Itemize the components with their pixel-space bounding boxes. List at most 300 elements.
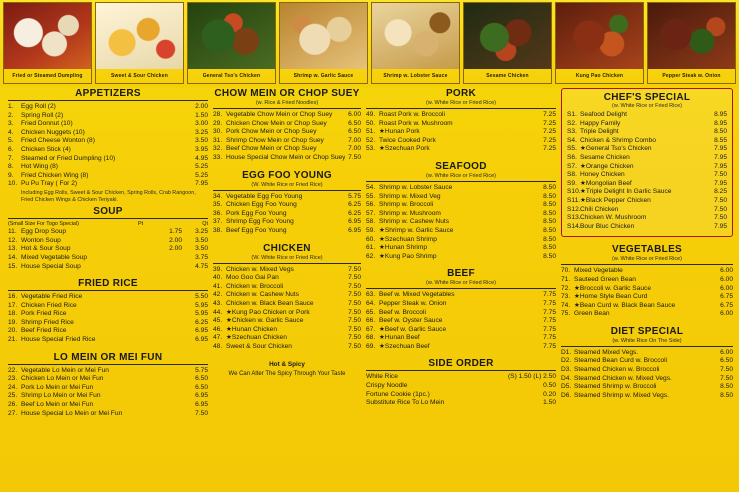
item-price: 6.50 [348,119,361,127]
menu-body [0,88,739,492]
item-name: Shrimp w. Mushroom [379,209,441,217]
item-price: 3.50 [195,137,208,145]
item-number: S7. [567,162,577,170]
section-title: VEGETABLES [611,244,683,256]
menu-item[interactable] [8,129,208,138]
section-seafood [366,161,556,261]
menu-item[interactable] [8,293,208,302]
menu-item[interactable] [366,326,556,335]
item-price: 7.95 [195,180,208,188]
section-lo-mein [8,352,208,419]
item-number: 4. [8,128,14,136]
item-price: 2.00 [195,103,208,110]
menu-item[interactable] [8,237,208,246]
section-fried-rice [8,278,208,345]
photo-caption: Pepper Steak w. Onion [662,73,721,79]
item-price: 7.95 [714,222,727,230]
shrimp-garlic-image [280,3,367,69]
item-price: 8.50 [543,244,556,252]
item-price-quart: 3.50 [195,245,208,253]
section-chef-special [561,88,733,237]
menu-item[interactable] [567,171,727,180]
menu-item[interactable] [567,137,727,146]
item-price: 7.25 [543,128,556,136]
appetizer-note: Including Egg Rolls, Sweet & Sour Chicken, Spring Rolls, Crab Rangoon, Fried Chicken Wings & Chicken Teriyaki. [21,189,196,203]
item-price: 4.95 [195,154,208,162]
item-price: 5.25 [195,163,208,171]
item-number: 56. [366,201,376,209]
item-number: 29. [213,119,223,127]
menu-item[interactable] [561,310,733,319]
item-number: 11. [8,228,17,236]
spacer [8,271,208,278]
item-price: 7.75 [543,299,556,307]
item-price: 7.50 [720,374,733,382]
item-price: 6.95 [348,218,361,226]
item-price: 7.25 [543,111,556,118]
menu-item[interactable] [567,163,727,172]
hot-spicy-sub: We Can Alter The Spicy Through Your Taste [228,370,346,377]
item-price: 6.25 [195,318,208,326]
menu-item[interactable] [366,218,556,227]
menu-item[interactable] [366,210,556,219]
item-number: 13. [8,245,18,253]
menu-item[interactable] [366,244,556,253]
menu-item[interactable] [8,103,208,112]
item-name: ★Szechuan Chicken [226,334,287,342]
sweet-sour-chicken-image [96,3,183,69]
menu-item[interactable] [567,145,727,154]
item-name: ★Bean Curd w. Black Bean Sauce [574,301,676,309]
photo-shrimp-garlic [279,2,368,84]
menu-item[interactable] [561,276,733,285]
menu-item[interactable] [213,128,361,137]
item-number: D3. [561,366,572,374]
item-price: 8.55 [714,136,727,144]
menu-item[interactable] [213,193,361,202]
section-appetizers [8,88,208,203]
item-name: ★Broccoli w. Garlic Sauce [574,284,652,292]
item-name: House Special Lo Mein or Mei Fun [21,409,123,417]
item-name: Beef Lo Mein or Mei Fun [21,401,94,409]
item-name: Shrimp w. Lobster Sauce [379,183,453,191]
item-name: ★Kung Pao Shrimp [379,252,437,260]
menu-item[interactable] [366,334,556,343]
menu-item[interactable] [213,145,361,154]
item-price: 6.00 [720,310,733,318]
soup-list [8,228,208,271]
menu-item[interactable] [213,274,361,283]
item-name: Beef Egg Foo Young [226,226,287,234]
item-price: 6.00 [348,111,361,118]
item-number: 36. [213,209,223,217]
menu-item[interactable] [213,137,361,146]
section-title: FRIED RICE [78,278,138,290]
section-title: APPETIZERS [75,88,141,99]
menu-item[interactable] [213,334,361,343]
menu-item[interactable] [8,367,208,376]
item-name: ★Hunan Pork [379,128,420,136]
menu-item[interactable] [567,214,727,223]
item-number: 58. [366,218,376,226]
item-name: Steamed Mixed Vegs. [574,348,639,356]
item-name: Vegetable Egg Foo Young [226,192,303,200]
item-name: Hot Wing (8) [21,163,59,171]
item-name: Steamed or Fried Dumpling (10) [21,154,116,162]
item-price: 6.95 [195,401,208,409]
item-price: 7.50 [348,317,361,325]
item-name: Spring Roll (2) [21,111,64,119]
menu-item[interactable] [366,120,556,129]
item-name: Shrimp Fried Rice [21,318,74,326]
menu-item[interactable] [366,399,556,408]
item-number: 9. [8,171,14,179]
item-name: Pork Fried Rice [21,310,67,318]
item-number: 47. [213,334,223,342]
item-name: Fried Donnut (10) [21,120,73,128]
item-price: 6.25 [348,201,361,209]
spacer [366,261,556,268]
item-name: ★Kung Pao Chicken or Pork [226,308,310,316]
item-number: 35. [213,201,223,209]
item-number: 60. [366,235,376,243]
item-number: 28. [213,111,223,118]
menu-column-1 [8,88,208,418]
item-number: S5. [567,145,577,153]
menu-item[interactable] [213,343,361,352]
item-number: 68. [366,334,376,342]
menu-item[interactable] [561,366,733,375]
item-name: Steamed Shrimp w. Broccoli [574,383,657,391]
item-number: 5. [8,137,14,145]
item-price: 6.95 [195,392,208,400]
menu-item[interactable] [561,392,733,401]
section-chicken [213,243,361,352]
menu-item[interactable] [567,197,727,206]
menu-item[interactable] [8,172,208,181]
menu-item[interactable] [8,112,208,121]
item-price: 8.50 [543,201,556,209]
chef-special-list [567,111,727,231]
menu-item[interactable] [8,120,208,129]
item-price: 5.95 [195,301,208,309]
item-price: 7.50 [348,282,361,290]
menu-item[interactable] [567,223,727,232]
menu-item[interactable] [366,236,556,245]
item-name: Fried Chicken Wing (8) [21,171,89,179]
menu-item[interactable] [213,227,361,236]
item-number: 7. [8,154,14,162]
item-price: 7.50 [714,196,727,204]
item-number: 32. [213,145,223,153]
item-name: Vegetable Fried Rice [21,293,83,301]
section-soup [8,206,208,271]
menu-item[interactable] [366,343,556,352]
menu-item[interactable] [366,317,556,326]
menu-item[interactable] [8,254,208,263]
menu-item[interactable] [213,309,361,318]
menu-item[interactable] [213,201,361,210]
menu-item[interactable] [8,180,208,189]
item-name: Pu Pu Tray ( For 2) [21,180,78,188]
menu-item[interactable] [8,263,208,272]
menu-item[interactable] [213,317,361,326]
item-name: Pork Egg Foo Young [226,209,287,217]
item-number: 2. [8,111,14,119]
menu-item[interactable] [567,128,727,137]
menu-item[interactable] [366,291,556,300]
item-name: ★Orange Chicken [580,162,634,170]
item-price: 8.95 [714,111,727,118]
menu-item[interactable] [561,383,733,392]
section-diet-special [561,326,733,401]
item-price: 5.95 [195,310,208,318]
sesame-chicken-image [464,3,551,69]
menu-item[interactable] [366,373,556,382]
menu-item[interactable] [561,267,733,276]
item-number: S14. [567,222,581,230]
divider [366,181,556,182]
section-title: PORK [445,88,477,99]
section-title: CHOW MEIN OR CHOP SUEY [214,88,360,99]
item-name: House Special Fried Rice [21,336,96,344]
menu-item[interactable] [567,154,727,163]
item-price: 6.95 [195,336,208,344]
item-name: Chicken Stick (4) [21,145,71,153]
item-price: 6.00 [720,275,733,283]
menu-item[interactable] [213,300,361,309]
item-price: 7.75 [543,342,556,350]
item-name: Shrimp w. Cashew Nuts [379,218,449,226]
item-price: 7.75 [543,308,556,316]
item-price-quart: 3.50 [195,236,208,244]
menu-item[interactable] [561,293,733,302]
spacer [366,154,556,161]
item-name: Shrimp Egg Foo Young [226,218,294,226]
item-name: Seafood Delight [580,111,627,118]
item-name: Chicken Egg Foo Young [226,201,297,209]
menu-item[interactable] [366,391,556,400]
item-number: 43. [213,299,223,307]
item-number: 65. [366,308,376,316]
item-number: 39. [213,265,223,273]
menu-item[interactable] [8,228,208,237]
menu-item[interactable] [8,410,208,419]
menu-item[interactable] [567,120,727,129]
item-price: 0.50 [543,382,556,390]
item-number: S2. [567,119,577,127]
item-number: 18. [8,310,18,318]
menu-item[interactable] [567,188,727,197]
item-number: 30. [213,128,223,136]
divider [561,264,733,265]
item-name: ★Hunan Beef [379,334,420,342]
spacer [8,345,208,352]
menu-item[interactable] [567,180,727,189]
menu-item[interactable] [213,210,361,219]
item-number: S6. [567,153,577,161]
item-number: 38. [213,226,223,234]
divider [213,108,361,109]
item-name: Honey Chicken [580,171,625,179]
item-number: 21. [8,336,18,344]
menu-item[interactable] [366,382,556,391]
item-name: Sweet & Sour Chicken [226,342,292,350]
item-name: White Rice [366,373,398,381]
menu-item[interactable] [567,111,727,120]
menu-item[interactable] [8,392,208,401]
item-price: 5.75 [195,366,208,374]
item-name: Chicken W. Mushroom [580,214,647,222]
section-title: LO MEIN OR MEI FUN [53,351,163,363]
menu-item[interactable] [366,193,556,202]
item-price: 7.50 [714,205,727,213]
item-price: 5.75 [348,192,361,200]
item-name: Chicken Lo Mein or Mei Fun [21,375,104,383]
item-number: 33. [213,153,223,161]
item-name: Sauteed Green Bean [574,275,636,283]
section-beef [366,268,556,351]
item-price: 7.50 [348,265,361,273]
section-egg-foo-young [213,170,361,236]
menu-item[interactable] [561,285,733,294]
item-name: Substitute Rice To Lo Mein [366,399,445,407]
item-name: ★Black Pepper Chicken [580,196,651,204]
menu-item[interactable] [366,128,556,137]
item-price: 7.75 [543,317,556,325]
item-number: 57. [366,209,376,217]
item-price: 7.25 [543,136,556,144]
item-name: ★Beef w. Garlic Sauce [379,325,447,333]
menu-item[interactable] [366,145,556,154]
photo-kung-pao [555,2,644,84]
item-price: 8.50 [543,235,556,243]
photo-caption: Fried or Steamed Dumpling [12,73,83,79]
menu-item[interactable] [213,283,361,292]
menu-item[interactable] [8,384,208,393]
menu-item[interactable] [213,291,361,300]
item-number: 26. [8,401,18,409]
item-name: Pepper Steak w. Onion [379,299,447,307]
item-price: 7.50 [348,342,361,350]
menu-item[interactable] [366,253,556,262]
item-price-quart: 4.75 [195,262,208,270]
item-number: 16. [8,293,18,301]
item-price: 6.50 [195,383,208,391]
menu-item[interactable] [8,146,208,155]
hot-spicy-note [213,361,361,378]
menu-item[interactable] [366,201,556,210]
menu-item[interactable] [366,137,556,146]
item-price: 6.95 [195,327,208,335]
menu-item[interactable] [567,206,727,215]
menu-item[interactable] [561,357,733,366]
item-number: 49. [366,111,376,118]
item-price: 7.50 [714,171,727,179]
menu-item[interactable] [213,154,361,163]
menu-item[interactable] [213,111,361,120]
item-name: Steamed Chicken w. Mixed Vegs. [574,374,672,382]
menu-item[interactable] [8,302,208,311]
menu-item[interactable] [8,319,208,328]
item-price: 7.50 [348,334,361,342]
item-number: 74. [561,301,571,309]
menu-item[interactable] [8,336,208,345]
item-price: 7.25 [543,145,556,153]
menu-item[interactable] [213,326,361,335]
appetizer-list [8,103,208,189]
item-name: Chicken Nuggets (10) [21,128,85,136]
item-price: 7.75 [543,334,556,342]
menu-item[interactable] [561,302,733,311]
item-name: Crispy Noodle [366,382,408,390]
item-number: 27. [8,409,18,417]
item-number: 75. [561,310,571,318]
menu-item[interactable] [8,375,208,384]
item-number: S1. [567,111,577,118]
seafood-list [366,184,556,261]
photo-caption: Sweet & Sour Chicken [110,73,169,79]
item-number: D5. [561,383,572,391]
menu-item[interactable] [8,327,208,336]
photo-caption: Shrimp w. Lobster Sauce [383,73,448,79]
menu-item[interactable] [8,245,208,254]
item-number: S8. [567,171,577,179]
menu-item[interactable] [366,184,556,193]
divider [8,364,208,365]
photo-caption: General Tso's Chicken [202,73,261,79]
item-name: ★Shrimp w. Garlic Sauce [379,226,454,234]
item-number: D2. [561,357,572,365]
section-subnote: (w. White Rice or Fried Rice) [612,103,682,109]
item-price: 8.50 [714,128,727,136]
item-name: ★Triple Delight In Garlic Sauce [580,188,672,196]
item-number: 20. [8,327,18,335]
menu-item[interactable] [8,163,208,172]
menu-item[interactable] [213,120,361,129]
menu-item[interactable] [366,309,556,318]
item-name: Steamed Chicken w. Broccoli [574,366,660,374]
item-number: S9. [567,179,577,187]
menu-item[interactable] [8,155,208,164]
menu-item[interactable] [213,266,361,275]
menu-item[interactable] [366,227,556,236]
section-title: EGG FOO YOUNG [242,169,332,181]
item-number: 42. [213,291,223,299]
menu-item[interactable] [8,401,208,410]
menu-item[interactable] [561,349,733,358]
item-name: Egg Drop Soup [21,228,67,236]
item-name: ★General Tso's Chicken [580,145,652,153]
menu-item[interactable] [8,310,208,319]
menu-item[interactable] [366,111,556,120]
soup-note-row [8,221,208,227]
divider [366,288,556,289]
item-price: 7.25 [543,119,556,127]
menu-column-3 [366,88,556,408]
item-price: 7.75 [543,291,556,299]
menu-item[interactable] [561,375,733,384]
menu-item[interactable] [366,300,556,309]
item-price: 7.50 [195,409,208,417]
item-number: 63. [366,291,376,299]
item-name: Chicken Chow Mein or Chop Suey [226,119,327,127]
item-number: 12. [8,236,18,244]
menu-item[interactable] [8,137,208,146]
menu-item[interactable] [213,218,361,227]
section-title: BEEF [447,268,475,280]
item-number: 62. [366,252,376,260]
